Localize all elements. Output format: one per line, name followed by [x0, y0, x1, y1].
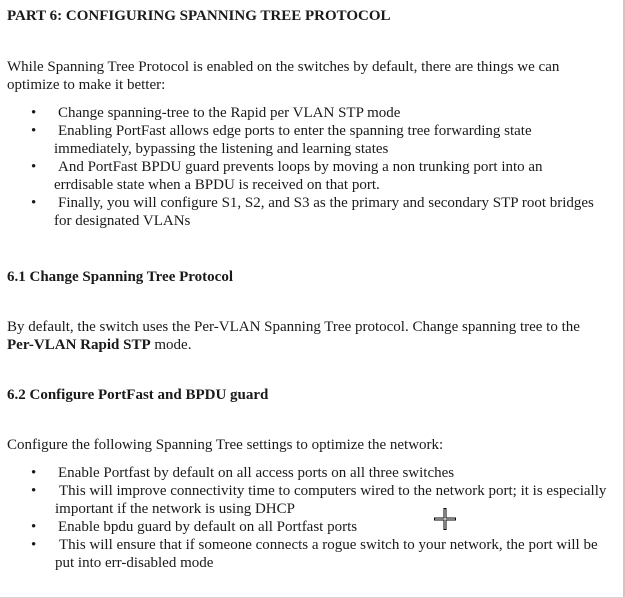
- list-item-text: Enabling PortFast allows edge ports to enter the spanning tree forwarding state immediately, bypassing the listening and learning states: [54, 123, 532, 157]
- intro-paragraph: While Spanning Tree Protocol is enabled on the switches by default, there are things we can optimize to make it better:: [7, 59, 560, 93]
- list-item-text: Change spanning-tree to the Rapid per VLAN STP mode: [58, 105, 401, 121]
- list-item-text: Enable Portfast by default on all access ports on all three switches: [58, 465, 455, 481]
- bullet-icon: •: [31, 537, 37, 553]
- list-item: [7, 158, 597, 194]
- section-heading-6-2: 6.2 Configure PortFast and BPDU guard: [7, 387, 269, 403]
- list-item: [31, 536, 607, 572]
- rapid-stp-emphasis: Per-VLAN Rapid STP: [7, 337, 151, 353]
- bullet-icon: •: [31, 105, 37, 121]
- bullet-icon: •: [31, 123, 37, 139]
- list-item: [7, 194, 597, 230]
- settings-bullet-list: [7, 464, 607, 572]
- bullet-icon: •: [31, 519, 37, 535]
- list-item: [7, 122, 597, 158]
- bullet-icon: •: [31, 159, 37, 175]
- section-6-2-paragraph: Configure the following Spanning Tree settings to optimize the network:: [7, 437, 444, 453]
- list-item-text: This will ensure that if someone connects a rogue switch to your network, the port will be put into err-disabled mode: [55, 537, 598, 571]
- section-heading-6-1: 6.1 Change Spanning Tree Protocol: [7, 269, 233, 285]
- crosshair-cursor-icon: [434, 508, 456, 530]
- bullet-icon: •: [31, 465, 37, 481]
- list-item-text: This will improve connectivity time to computers wired to the network port; it is especially important if the network is using DHCP: [55, 483, 607, 517]
- list-item: [7, 518, 607, 572]
- page-title: PART 6: CONFIGURING SPANNING TREE PROTOCOL: [7, 8, 391, 24]
- list-item-text: And PortFast BPDU guard prevents loops by moving a non trunking port into an errdisable state when a BPDU is received on that port.: [54, 159, 543, 193]
- intro-bullet-list: [7, 104, 597, 230]
- list-item-text: Finally, you will configure S1, S2, and S3 as the primary and secondary STP root bridges for designated VLANs: [54, 195, 594, 229]
- sub-bullet-list: [31, 482, 607, 518]
- section-6-1-paragraph: [7, 318, 607, 354]
- list-item: [7, 104, 597, 122]
- list-item-text: Enable bpdu guard by default on all Portfast ports: [58, 519, 358, 535]
- sub-bullet-list: [31, 536, 607, 572]
- section-6-1-text-lead: By default, the switch uses the Per-VLAN Spanning Tree protocol. Change spanning tree to the: [7, 319, 580, 335]
- list-item: [31, 482, 607, 518]
- bullet-icon: •: [31, 195, 37, 211]
- section-6-1-text-tail: mode.: [150, 337, 192, 353]
- list-item: [7, 464, 607, 518]
- bullet-icon: •: [31, 483, 37, 499]
